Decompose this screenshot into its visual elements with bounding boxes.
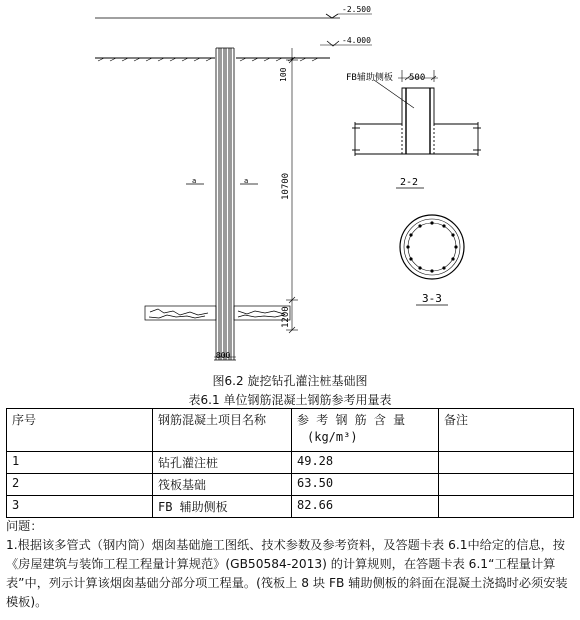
header-no: 序号 xyxy=(7,409,153,452)
header-rebar-content-text: 参 考 钢 筋 含 量 xyxy=(297,413,406,427)
table-row xyxy=(7,474,574,496)
header-rebar-unit: (kg/m³) xyxy=(307,430,358,444)
dim-500: 500 xyxy=(409,73,426,83)
cell-note xyxy=(439,452,574,474)
rebar-dots xyxy=(406,221,457,272)
table-header-row xyxy=(7,409,574,452)
cell-no: 1 xyxy=(7,452,153,474)
header-item-name: 钢筋混凝土项目名称 xyxy=(153,409,292,452)
table-row xyxy=(7,452,574,474)
section-3-3 xyxy=(400,215,464,279)
dim-100: 100 xyxy=(279,67,288,82)
cell-name: 钻孔灌注桩 xyxy=(153,452,292,474)
cut-mark-left: a xyxy=(192,177,197,185)
cell-name: FB 辅助侧板 xyxy=(153,496,292,518)
cell-value: 63.50 xyxy=(292,474,439,496)
question-text: 1.根据该多管式（钢内筒）烟囱基础施工图纸、技术参数及参考资料，及答题卡表 6.1中给定的信息，按《房屋建筑与装饰工程工程量计算规范》(GB50584-2013) 的计算规则，在答题卡表 6.1“工程量计算表”中，列示计算该烟囱基础分部分项工程量。(筏板上 8 块 FB 辅助侧板的斜面在混凝土浇捣时必须安装模板)。 xyxy=(6,538,568,609)
table-row xyxy=(7,496,574,518)
header-rebar-content xyxy=(292,409,439,452)
cell-no: 2 xyxy=(7,474,153,496)
question-label: 问题： xyxy=(6,519,43,533)
elevation-ground-label: -4.000 xyxy=(342,36,371,45)
pile-body xyxy=(214,48,236,360)
rebar-reference-table xyxy=(6,408,574,518)
cell-note xyxy=(439,474,574,496)
cell-name: 筏板基础 xyxy=(153,474,292,496)
section-3-3-title: 3-3 xyxy=(422,292,442,305)
cell-note xyxy=(439,496,574,518)
dim-1200: 1200 xyxy=(281,306,291,328)
cell-value: 49.28 xyxy=(292,452,439,474)
fb-side-plate-label: FB辅助侧板 xyxy=(346,73,393,83)
elevation-top-label: -2.500 xyxy=(342,5,371,14)
cut-mark-right: a xyxy=(244,177,249,185)
cell-value: 82.66 xyxy=(292,496,439,518)
table-caption: 表6.1 单位钢筋混凝土钢筋参考用量表 xyxy=(188,393,392,407)
dim-10700: 10700 xyxy=(281,172,291,200)
dim-800: 800 xyxy=(216,351,231,360)
rock-layer xyxy=(145,306,290,320)
figure-caption: 图6.2 旋挖钻孔灌注桩基础图 xyxy=(212,374,368,388)
cell-no: 3 xyxy=(7,496,153,518)
section-2-2-title: 2-2 xyxy=(400,177,419,188)
header-remark: 备注 xyxy=(439,409,574,452)
question-block xyxy=(6,517,574,612)
